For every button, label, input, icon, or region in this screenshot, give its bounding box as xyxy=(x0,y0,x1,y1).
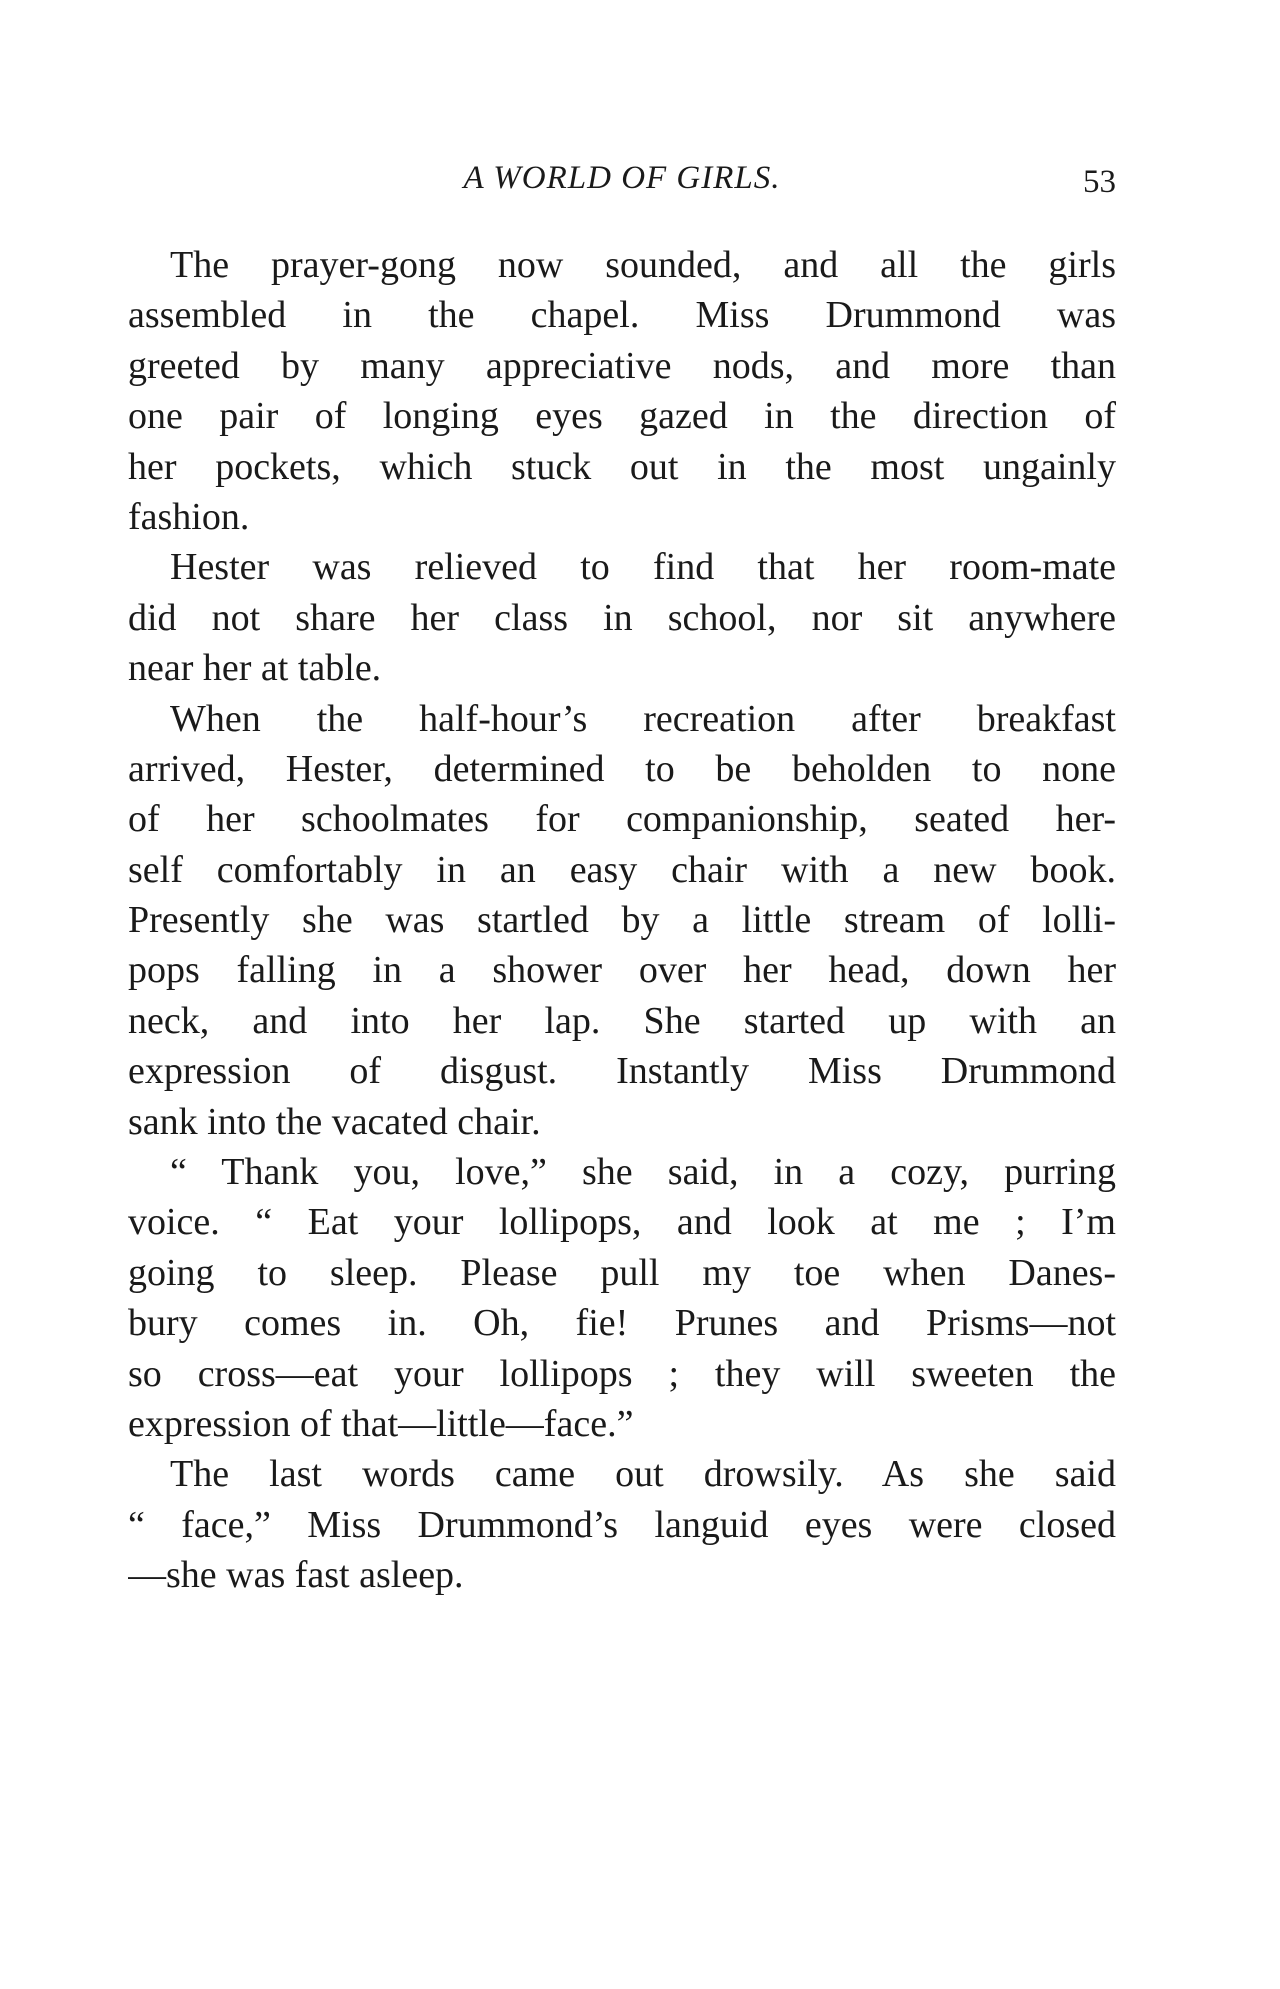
text-line: pops falling in a shower over her head, down her xyxy=(128,949,1116,992)
text-line: —she was fast asleep. xyxy=(128,1554,464,1597)
text-line: so cross—eat your lollipops ; they will sweeten the xyxy=(128,1352,1116,1395)
text-line: fashion. xyxy=(128,495,250,538)
text-line: greeted by many appreciative nods, and more than xyxy=(128,344,1116,387)
text-line: “ face,” Miss Drummond’s languid eyes were closed xyxy=(128,1503,1116,1546)
text-line: “ Thank you, love,” she said, in a cozy, purring xyxy=(170,1151,1116,1194)
text-line: of her schoolmates for companionship, seated her- xyxy=(128,798,1116,841)
running-title: A WORLD OF GIRLS. xyxy=(463,160,781,196)
page-body-text xyxy=(128,240,1116,1601)
text-line: expression of disgust. Instantly Miss Drummond xyxy=(128,1050,1116,1093)
text-line: near her at table. xyxy=(128,647,382,690)
text-line: The prayer-gong now sounded, and all the girls xyxy=(170,244,1116,286)
text-line: When the half-hour’s recreation after breakfast xyxy=(170,697,1116,740)
text-line: did not share her class in school, nor sit anywhere xyxy=(128,596,1116,639)
text-line: Presently she was startled by a little stream of lolli- xyxy=(128,899,1116,942)
text-line: The last words came out drowsily. As she said xyxy=(170,1453,1116,1496)
text-line: her pockets, which stuck out in the most ungainly xyxy=(128,445,1116,488)
page-header xyxy=(128,160,1116,204)
page-number: 53 xyxy=(1083,164,1116,200)
text-line: sank into the vacated chair. xyxy=(128,1100,541,1143)
text-line: arrived, Hester, determined to be beholden to none xyxy=(128,747,1116,790)
text-line: voice. “ Eat your lollipops, and look at me ; I’m xyxy=(128,1201,1116,1244)
text-line: assembled in the chapel. Miss Drummond was xyxy=(128,294,1116,337)
text-line: expression of that—little—face.” xyxy=(128,1402,634,1445)
text-line: neck, and into her lap. She started up with an xyxy=(128,999,1116,1042)
text-line: one pair of longing eyes gazed in the direction of xyxy=(128,395,1116,438)
text-line: bury comes in. Oh, fie! Prunes and Prisms—not xyxy=(128,1302,1116,1345)
text-line: going to sleep. Please pull my toe when Danes- xyxy=(128,1251,1116,1294)
text-line: Hester was relieved to find that her room-mate xyxy=(170,546,1116,589)
text-line: self comfortably in an easy chair with a new book. xyxy=(128,848,1116,891)
